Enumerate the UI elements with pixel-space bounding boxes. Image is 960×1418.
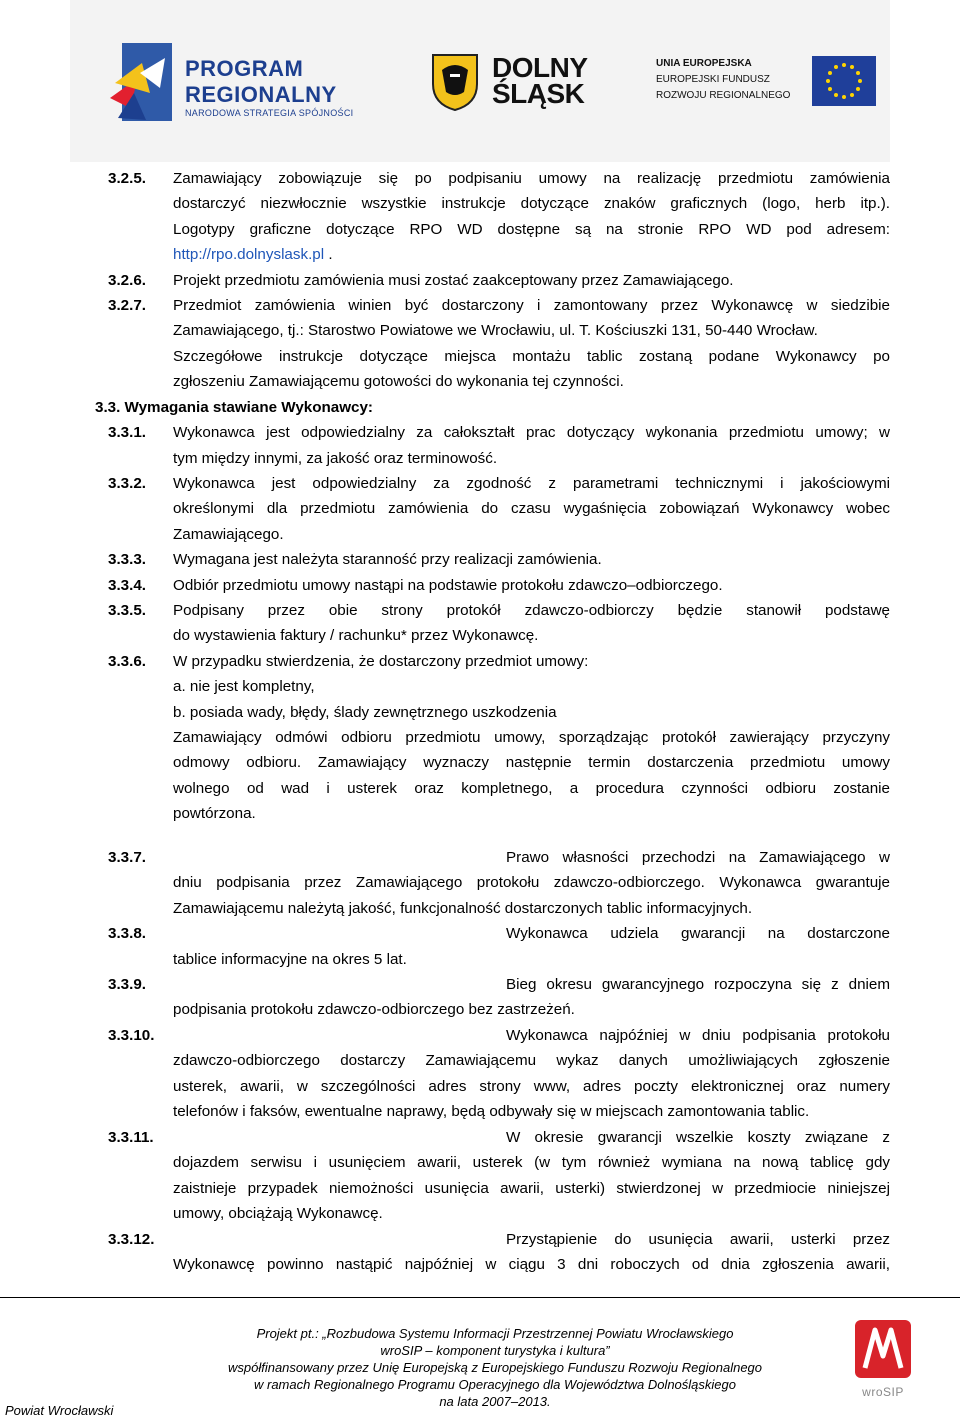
paragraph-line: Zamawiającego. xyxy=(173,526,284,543)
footer-line: w ramach Regionalnego Programu Operacyjnego dla Województwa Dolnośląskiego xyxy=(254,1377,736,1392)
paragraph-line: usterek, awarii, w szczególności adres strony www, adres poczty elektronicznej oraz numery xyxy=(173,1078,890,1095)
paragraph-line: dojazdem serwisu i usunięciem awarii, usterek (w tym również wymiana na nową tablicę gdy xyxy=(173,1154,890,1171)
section-number: 3.3.8. xyxy=(108,925,146,942)
section-number: 3.3.4. xyxy=(108,577,146,594)
paragraph-line: Wykonawca udziela gwarancji na dostarczone xyxy=(506,925,890,942)
paragraph-line: odmowy odbioru. Zamawiający wyznaczy następnie termin dostarczenia przedmiotu umowy xyxy=(173,754,890,771)
list-item: a. nie jest kompletny, xyxy=(173,678,315,695)
wrosip-label: wroSIP xyxy=(862,1385,904,1399)
dolny-slask-logo xyxy=(430,52,610,112)
section-heading: 3.3. Wymagania stawiane Wykonawcy: xyxy=(95,399,373,416)
section-number: 3.3.6. xyxy=(108,653,146,670)
section-number: 3.3.10. xyxy=(108,1027,155,1044)
paragraph-line: zgłoszeniu Zamawiającemu gotowości do wykonania tej czynności. xyxy=(173,373,624,390)
paragraph-line: Wymagana jest należyta staranność przy realizacji zamówienia. xyxy=(173,551,602,568)
paragraph-line: zaistnieje przypadek niemożności usunięcia awarii, usterki) stwierdzonej w przedmiocie niniejszej xyxy=(173,1180,890,1197)
paragraph-line: dniu podpisania przez Zamawiającego protokołu zdawczo-odbiorczego. Wykonawca gwarantuje xyxy=(173,874,890,891)
eu-logo-line1: UNIA EUROPEJSKA xyxy=(656,58,752,69)
program-regionalny-emblem-icon xyxy=(110,38,180,128)
section-number: 3.3.2. xyxy=(108,475,146,492)
paragraph-line: umowy, obciążają Wykonawcę. xyxy=(173,1205,383,1222)
eu-flag-icon xyxy=(812,56,876,106)
paragraph-line: Przedmiot zamówienia winien być dostarczony i zamontowany przez Wykonawcę w siedzibie xyxy=(173,297,890,314)
footer-left-label: Powiat Wrocławski xyxy=(5,1403,114,1418)
section-number: 3.3.9. xyxy=(108,976,146,993)
paragraph-line: telefonów i faksów, ewentualne naprawy, będą odbywały się w miejscach zamontowania tablic. xyxy=(173,1103,810,1120)
paragraph-line: Wykonawca najpóźniej w dniu podpisania protokołu xyxy=(506,1027,890,1044)
program-logo-line3: NARODOWA STRATEGIA SPÓJNOŚCI xyxy=(185,108,354,118)
wrosip-logo xyxy=(853,1318,913,1398)
program-regionalny-logo xyxy=(110,38,380,128)
paragraph-line: Zamawiającemu należytą jakość, funkcjonalność dostarczonych tablic informacyjnych. xyxy=(173,900,753,917)
footer-divider xyxy=(0,1297,960,1298)
section-number: 3.2.7. xyxy=(108,297,146,314)
dolny-slask-line1: DOLNY xyxy=(492,52,588,83)
section-number: 3.3.12. xyxy=(108,1231,155,1248)
footer-line: na lata 2007–2013. xyxy=(439,1394,551,1409)
footer-line: Projekt pt.: „Rozbudowa Systemu Informacji Przestrzennej Powiatu Wrocławskiego xyxy=(256,1326,734,1341)
rpo-link[interactable]: http://rpo.dolnyslask.pl xyxy=(173,246,325,263)
paragraph-line: określonymi dla przedmiotu zamówienia do czasu wygaśnięcia zobowiązań Wykonawcy wobec xyxy=(173,500,890,517)
section-number: 3.2.5. xyxy=(108,170,146,187)
eu-logo-line2: EUROPEJSKI FUNDUSZ xyxy=(656,74,770,85)
footer-line: współfinansowany przez Unię Europejską z Europejskiego Funduszu Rozwoju Regionalnego xyxy=(227,1360,763,1375)
section-number: 3.3.5. xyxy=(108,602,146,619)
paragraph-line: tym między innymi, za jakość oraz terminowość. xyxy=(173,450,498,467)
paragraph-line: Bieg okresu gwarancyjnego rozpoczyna się z dniem xyxy=(506,976,890,993)
wrosip-emblem-icon xyxy=(853,1318,913,1380)
section-number: 3.2.6. xyxy=(108,272,146,289)
paragraph-line: Zamawiający odmówi odbioru przedmiotu umowy, sporządzając protokół zawierający przyczyny xyxy=(173,729,890,746)
paragraph-line: Projekt przedmiotu zamówienia musi zostać zaakceptowany przez Zamawiającego. xyxy=(173,272,734,289)
paragraph-line: Podpisany przez obie strony protokół zdawczo-odbiorczy będzie stanowił podstawę xyxy=(173,602,890,619)
paragraph-line: W przypadku stwierdzenia, że dostarczony przedmiot umowy: xyxy=(173,653,589,670)
paragraph-line: wolnego od wad i usterek oraz kompletnego, a procedura czynności odbioru zostanie xyxy=(173,780,890,797)
paragraph-line: Szczegółowe instrukcje dotyczące miejsca montażu tablic zostaną podane Wykonawcy po xyxy=(173,348,890,365)
dolny-slask-line2: ŚLĄSK xyxy=(492,78,585,109)
section-number: 3.3.11. xyxy=(108,1129,154,1146)
paragraph-line: tablice informacyjne na okres 5 lat. xyxy=(173,951,407,968)
paragraph-line: Prawo własności przechodzi na Zamawiającego w xyxy=(506,849,890,866)
paragraph-line: Zamawiającego, tj.: Starostwo Powiatowe we Wrocławiu, ul. T. Kościuszki 131, 50-440 Wrocław. xyxy=(173,322,818,339)
paragraph-line: Zamawiający zobowiązuje się po podpisaniu umowy na realizację przedmiotu zamówienia xyxy=(173,170,890,187)
program-logo-line1: PROGRAM xyxy=(185,56,304,81)
list-item: b. posiada wady, błędy, ślady zewnętrznego uszkodzenia xyxy=(173,704,557,721)
paragraph-line: Wykonawca jest odpowiedzialny za całokształt prac dotyczący wykonania przedmiotu umowy; w xyxy=(173,424,890,441)
section-number: 3.3.7. xyxy=(108,849,146,866)
paragraph-line: Odbiór przedmiotu umowy nastąpi na podstawie protokołu zdawczo–odbiorczego. xyxy=(173,577,723,594)
section-number: 3.3.1. xyxy=(108,424,146,441)
section-number: 3.3.3. xyxy=(108,551,146,568)
paragraph-line: podpisania protokołu zdawczo-odbiorczego bez zastrzeżeń. xyxy=(173,1001,575,1018)
link-suffix: . xyxy=(324,246,333,263)
paragraph-line: powtórzona. xyxy=(173,805,256,822)
paragraph-line: Wykonawcę powinno nastąpić najpóźniej w ciągu 3 dni roboczych od dnia zgłoszenia awarii, xyxy=(173,1256,890,1273)
coat-of-arms-icon xyxy=(430,52,480,112)
program-logo-line2: REGIONALNY xyxy=(185,82,337,107)
paragraph-line xyxy=(173,245,333,265)
paragraph-line: Wykonawca jest odpowiedzialny za zgodność z parametrami technicznymi i jakościowymi xyxy=(173,475,890,492)
paragraph-line: W okresie gwarancji wszelkie koszty związane z xyxy=(506,1129,890,1146)
eu-logo-line3: ROZWOJU REGIONALNEGO xyxy=(656,90,791,101)
paragraph-line: Przystąpienie do usunięcia awarii, usterki przez xyxy=(506,1231,890,1248)
paragraph-line: zdawczo-odbiorczego dostarczy Zamawiającemu wykaz danych umożliwiających zgłoszenie xyxy=(173,1052,890,1069)
paragraph-line: dostarczyć niezwłocznie wszystkie instrukcje dotyczące znaków graficznych (logo, herb itp.). xyxy=(173,195,890,212)
footer-line: wroSIP – komponent turystyka i kultura” xyxy=(380,1343,610,1358)
paragraph-line: Logotypy graficzne dotyczące RPO WD dostępne są na stronie RPO WD pod adresem: xyxy=(173,221,890,238)
eu-logo xyxy=(652,56,882,112)
paragraph-line: do wystawienia faktury / rachunku* przez Wykonawcę. xyxy=(173,627,539,644)
